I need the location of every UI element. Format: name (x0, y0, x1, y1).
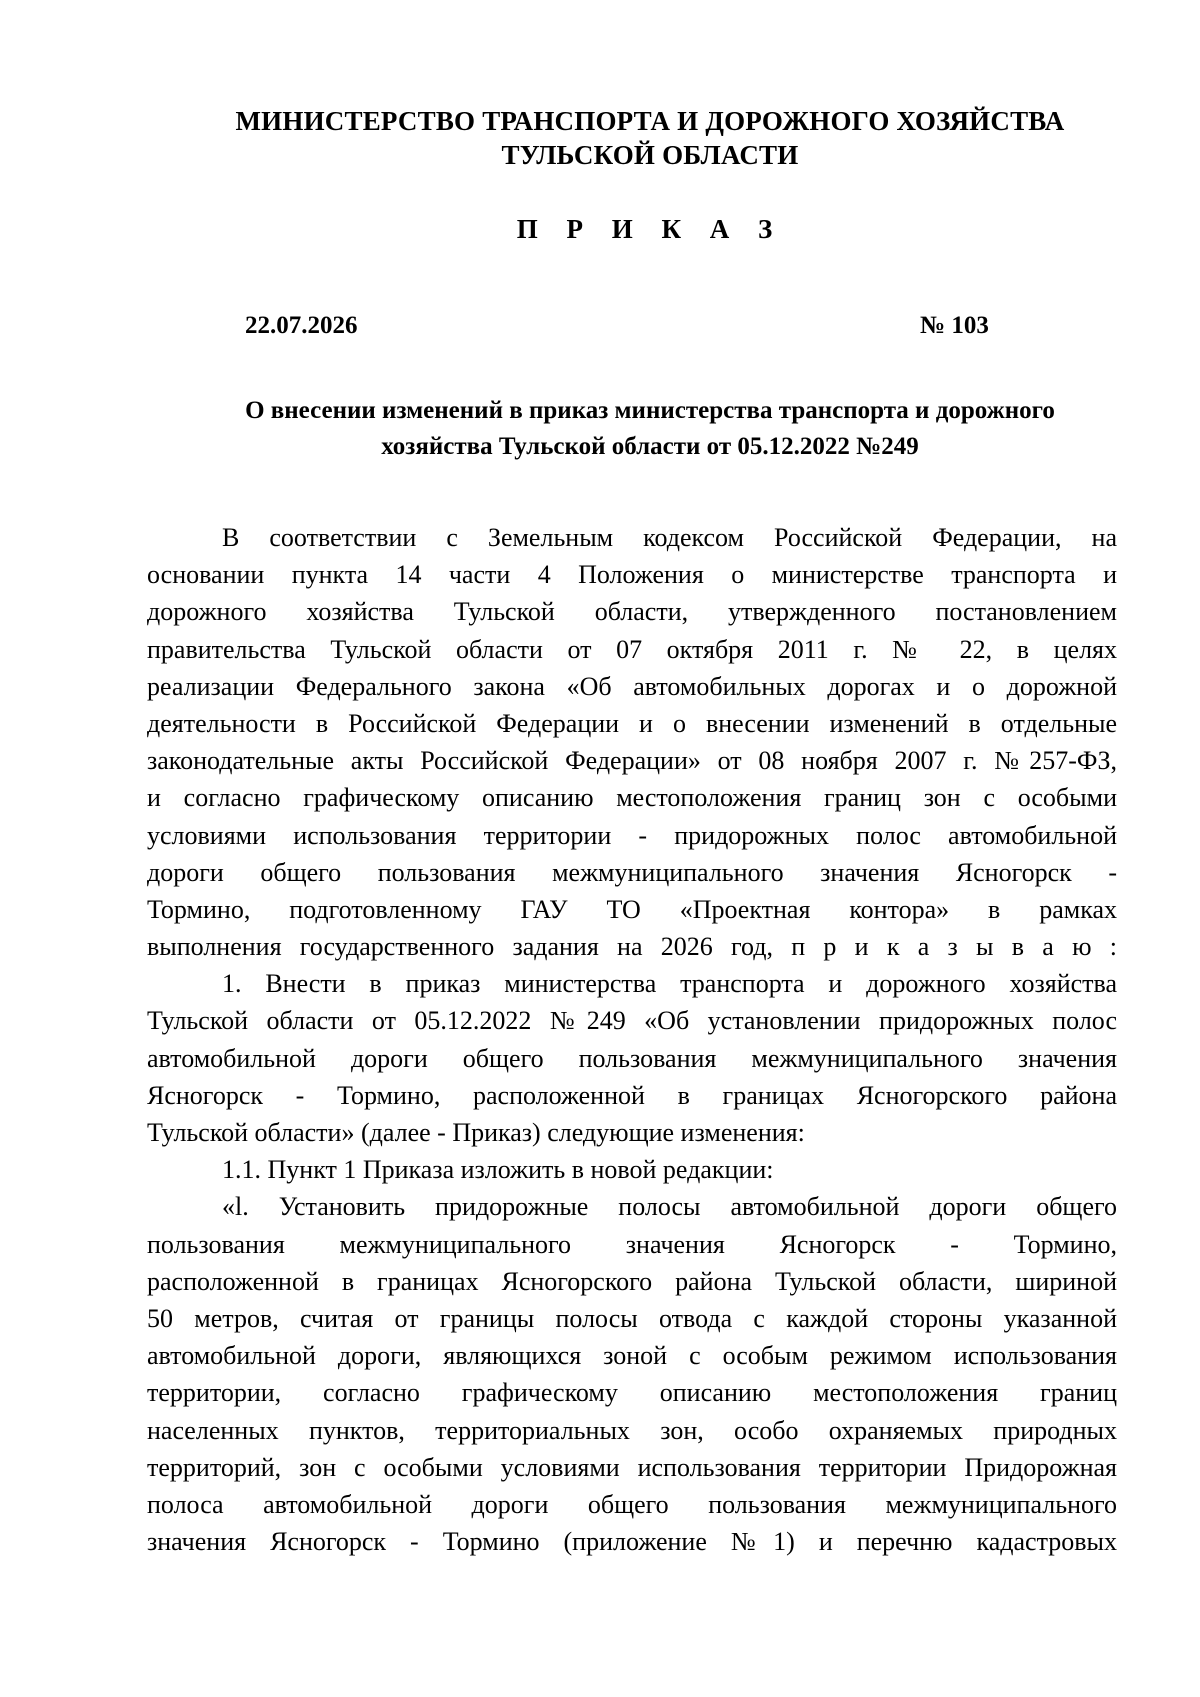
body-line: условиями использования территории - придорожных полос автомобильной (147, 820, 1117, 850)
body-line: Тормино, подготовленному ГАУ ТО «Проектная контора» в рамках (147, 894, 1117, 924)
body-line: деятельности в Российской Федерации и о внесении изменений в отдельные (147, 708, 1117, 738)
body-line: реализации Федерального закона «Об автомобильных дорогах и о дорожной (147, 671, 1117, 701)
order-body (147, 519, 1117, 1560)
body-line: дорожного хозяйства Тульской области, утвержденного постановлением (147, 597, 1117, 627)
body-line: пользования межмуниципального значения Ясногорск - Тормино, (147, 1229, 1117, 1259)
body-line: значения Ясногорск - Тормино (приложение №1) и перечню кадастровых (147, 1527, 1117, 1557)
body-line: населенных пунктов, территориальных зон, особо охраняемых природных (147, 1415, 1117, 1445)
body-line: расположенной в границах Ясногорского района Тульской области, шириной (147, 1266, 1117, 1296)
body-line: выполнения государственного задания на 2026 год, п р и к а з ы в а ю : (147, 932, 1117, 962)
body-line: территории, согласно графическому описанию местоположения границ (147, 1378, 1117, 1408)
body-line: Тульской области» (далее - Приказ) следующие изменения: (147, 1118, 805, 1147)
order-number: № 103 (920, 312, 989, 339)
body-line: В соответствии с Земельным кодексом Российской Федерации, на (222, 523, 1117, 552)
ministry-name-line2: ТУЛЬСКОЙ ОБЛАСТИ (501, 140, 799, 170)
body-line: Ясногорск - Тормино, расположенной в границах Ясногорского района (147, 1080, 1117, 1110)
body-line: «l. Установить придорожные полосы автомобильной дороги общего (222, 1192, 1117, 1222)
body-line: основании пункта 14 части 4 Положения о министерстве транспорта и (147, 560, 1117, 590)
body-line: 1. Внести в приказ министерства транспорта и дорожного хозяйства (222, 969, 1117, 999)
body-line: 50 метров, считая от границы полосы отвода с каждой стороны указанной (147, 1303, 1117, 1333)
body-line: полоса автомобильной дороги общего пользования межмуниципального (147, 1489, 1117, 1519)
order-date: 22.07.2026 (245, 312, 358, 339)
body-line: автомобильной дороги общего пользования межмуниципального значения (147, 1043, 1117, 1073)
body-line: законодательные акты Российской Федерации» от 08 ноября 2007 г. №257-ФЗ, (147, 746, 1117, 776)
subject-line1: О внесении изменений в приказ министерства транспорта и дорожного (245, 397, 1055, 424)
body-line: и согласно графическому описанию местоположения границ зон с особыми (147, 783, 1117, 813)
body-line: 1.1. Пункт 1 Приказа изложить в новой редакции: (222, 1155, 774, 1185)
body-line: территорий, зон с особыми условиями использования территории Придорожная (147, 1452, 1117, 1482)
body-line: дороги общего пользования межмуниципального значения Ясногорск - (147, 857, 1117, 887)
subject-line2: хозяйства Тульской области от 05.12.2022 №249 (381, 433, 919, 460)
document-type: П Р И К А З (516, 214, 784, 244)
body-line: правительства Тульской области от 07 октября 2011 г. № 22, в целях (147, 634, 1117, 664)
order-subject (100, 393, 1200, 465)
ministry-name-line1: МИНИСТЕРСТВО ТРАНСПОРТА И ДОРОЖНОГО ХОЗЯЙСТВА (235, 106, 1065, 136)
body-line: автомобильной дороги, являющихся зоной с особым режимом использования (147, 1341, 1117, 1371)
body-line: Тульской области от 05.12.2022 №249 «Об установлении придорожных полос (147, 1006, 1117, 1036)
ministry-header (100, 104, 1200, 172)
